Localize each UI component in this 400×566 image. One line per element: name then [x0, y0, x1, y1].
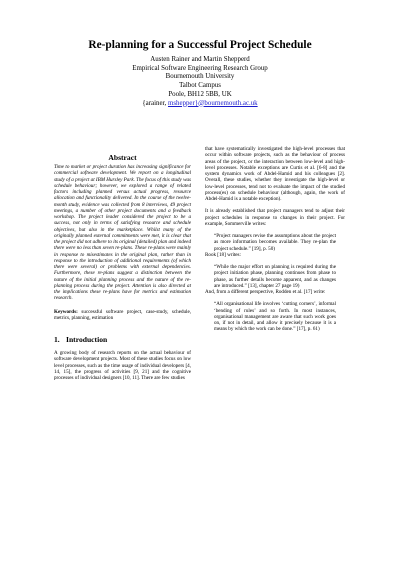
quote-sommerville: “Project managers revise the assumptions about the project as more information becomes available. They re-plan the project schedule.” [19], p. 50) [214, 233, 336, 252]
author-address: Poole, BH12 5BB, UK [168, 90, 232, 98]
author-block [0, 56, 400, 108]
keywords-text: successful software project, case-study, schedule, metrics, planning, estimation [54, 308, 191, 321]
paper-title: Re-planning for a Successful Project Schedule [88, 39, 312, 51]
author-campus: Talbot Campus [179, 82, 221, 90]
author-university: Bournemouth University [165, 73, 235, 81]
section-number: 1. [54, 335, 60, 344]
section-heading-introduction [54, 335, 191, 345]
abstract-heading: Abstract [108, 153, 137, 162]
left-column [54, 146, 191, 381]
author-group: Empirical Software Engineering Research Group [132, 64, 268, 72]
author-email [0, 100, 400, 109]
intro-paragraph-1: A growing body of research reports on the actual behaviour of software development projects. Most of these studies focus on low level processes, such as the time usage of individual developers [4, 14, 15], the progress of activities [9, 21] and the cognitive processes of individual designers [10, 11]. There are few studies [54, 350, 191, 381]
section-title: Introduction [66, 335, 108, 344]
keywords [54, 309, 191, 322]
lead-rodden: And, from a different perspective, Rodden et al. [17] write: [205, 289, 326, 295]
quote-rook: “While the major effort on planning is required during the project initiation phase, planning continues from phase to phase, as further details become apparent, and as changes are introduced.” [13], chapter 27 page 19) [214, 264, 336, 289]
lead-rook: Rook [18] writes: [205, 251, 241, 258]
author-names: Austen Rainer and Martin Shepperd [150, 56, 250, 63]
right-column [205, 146, 345, 333]
email-prefix: {arainer, [142, 99, 168, 107]
email-link[interactable]: mshepper}@bournemouth.ac.uk [167, 99, 258, 107]
abstract-body: Time to market or project duration has increasing significance for commercial software development. We report on a longitudinal study of a project at IBM Hursley Park. The focus of this study was schedule behaviour; however, we explored a range of related factors including planned versus actual progress, resource allocation and functionality delivered. In the course of the twelve-month study, evidence was collected from 8 interviews, 49 project meetings, a number of other project documents and a feedback workshop. The project leader considered the project to be a success, not only in terms of satisfying resource and schedule objectives, but also in the marketplace. Whilst many of the originally planned external commitments were met, it is clear that the project did not adhere to its original (detailed) plan and indeed there were no less than seven re-plans. These re-plans were mainly in response to misestimates in the original plan, rather than in response to the introduction of additional requirements (of which there were several) or problems with external dependencies. Furthermore, these re-plans suggest a distinction between the nature of the initial planning process and the nature of the re-planning process during the project. Attention is also directed at the implications these re-plans have for metrics and estimation research. [54, 164, 191, 302]
keywords-label: Keywords: [54, 308, 78, 315]
intro-paragraph-3: It is already established that project managers tend to adjust their project schedules in response to changes in their project. For example, Sommerville writes: [205, 208, 345, 227]
quote-rodden: “All organisational life involves ‘cutting corners’, informal ‘bending of rules’ and so forth. In most instances, organisational management are aware that such work goes on, if not in detail, and allow it precisely because it is a means by which the work can be done.” [17], p. 61) [214, 301, 336, 333]
intro-paragraph-2: that have systematically investigated the high-level processes that occur within software projects, such as the behaviour of process areas of the project, or the interaction between low-level and high-level processes. Notable exceptions are Curtis et al. [6-8] and the system dynamics work of Abdel-Hamid and his colleagues [2]. Overall, these studies, whether they investigate the high-level or low-level processes, tend not to evaluate the impact of the studied process(es) on schedule behaviour (although, again, the work of Abdel-Hamid is a notable exception). [205, 146, 345, 202]
